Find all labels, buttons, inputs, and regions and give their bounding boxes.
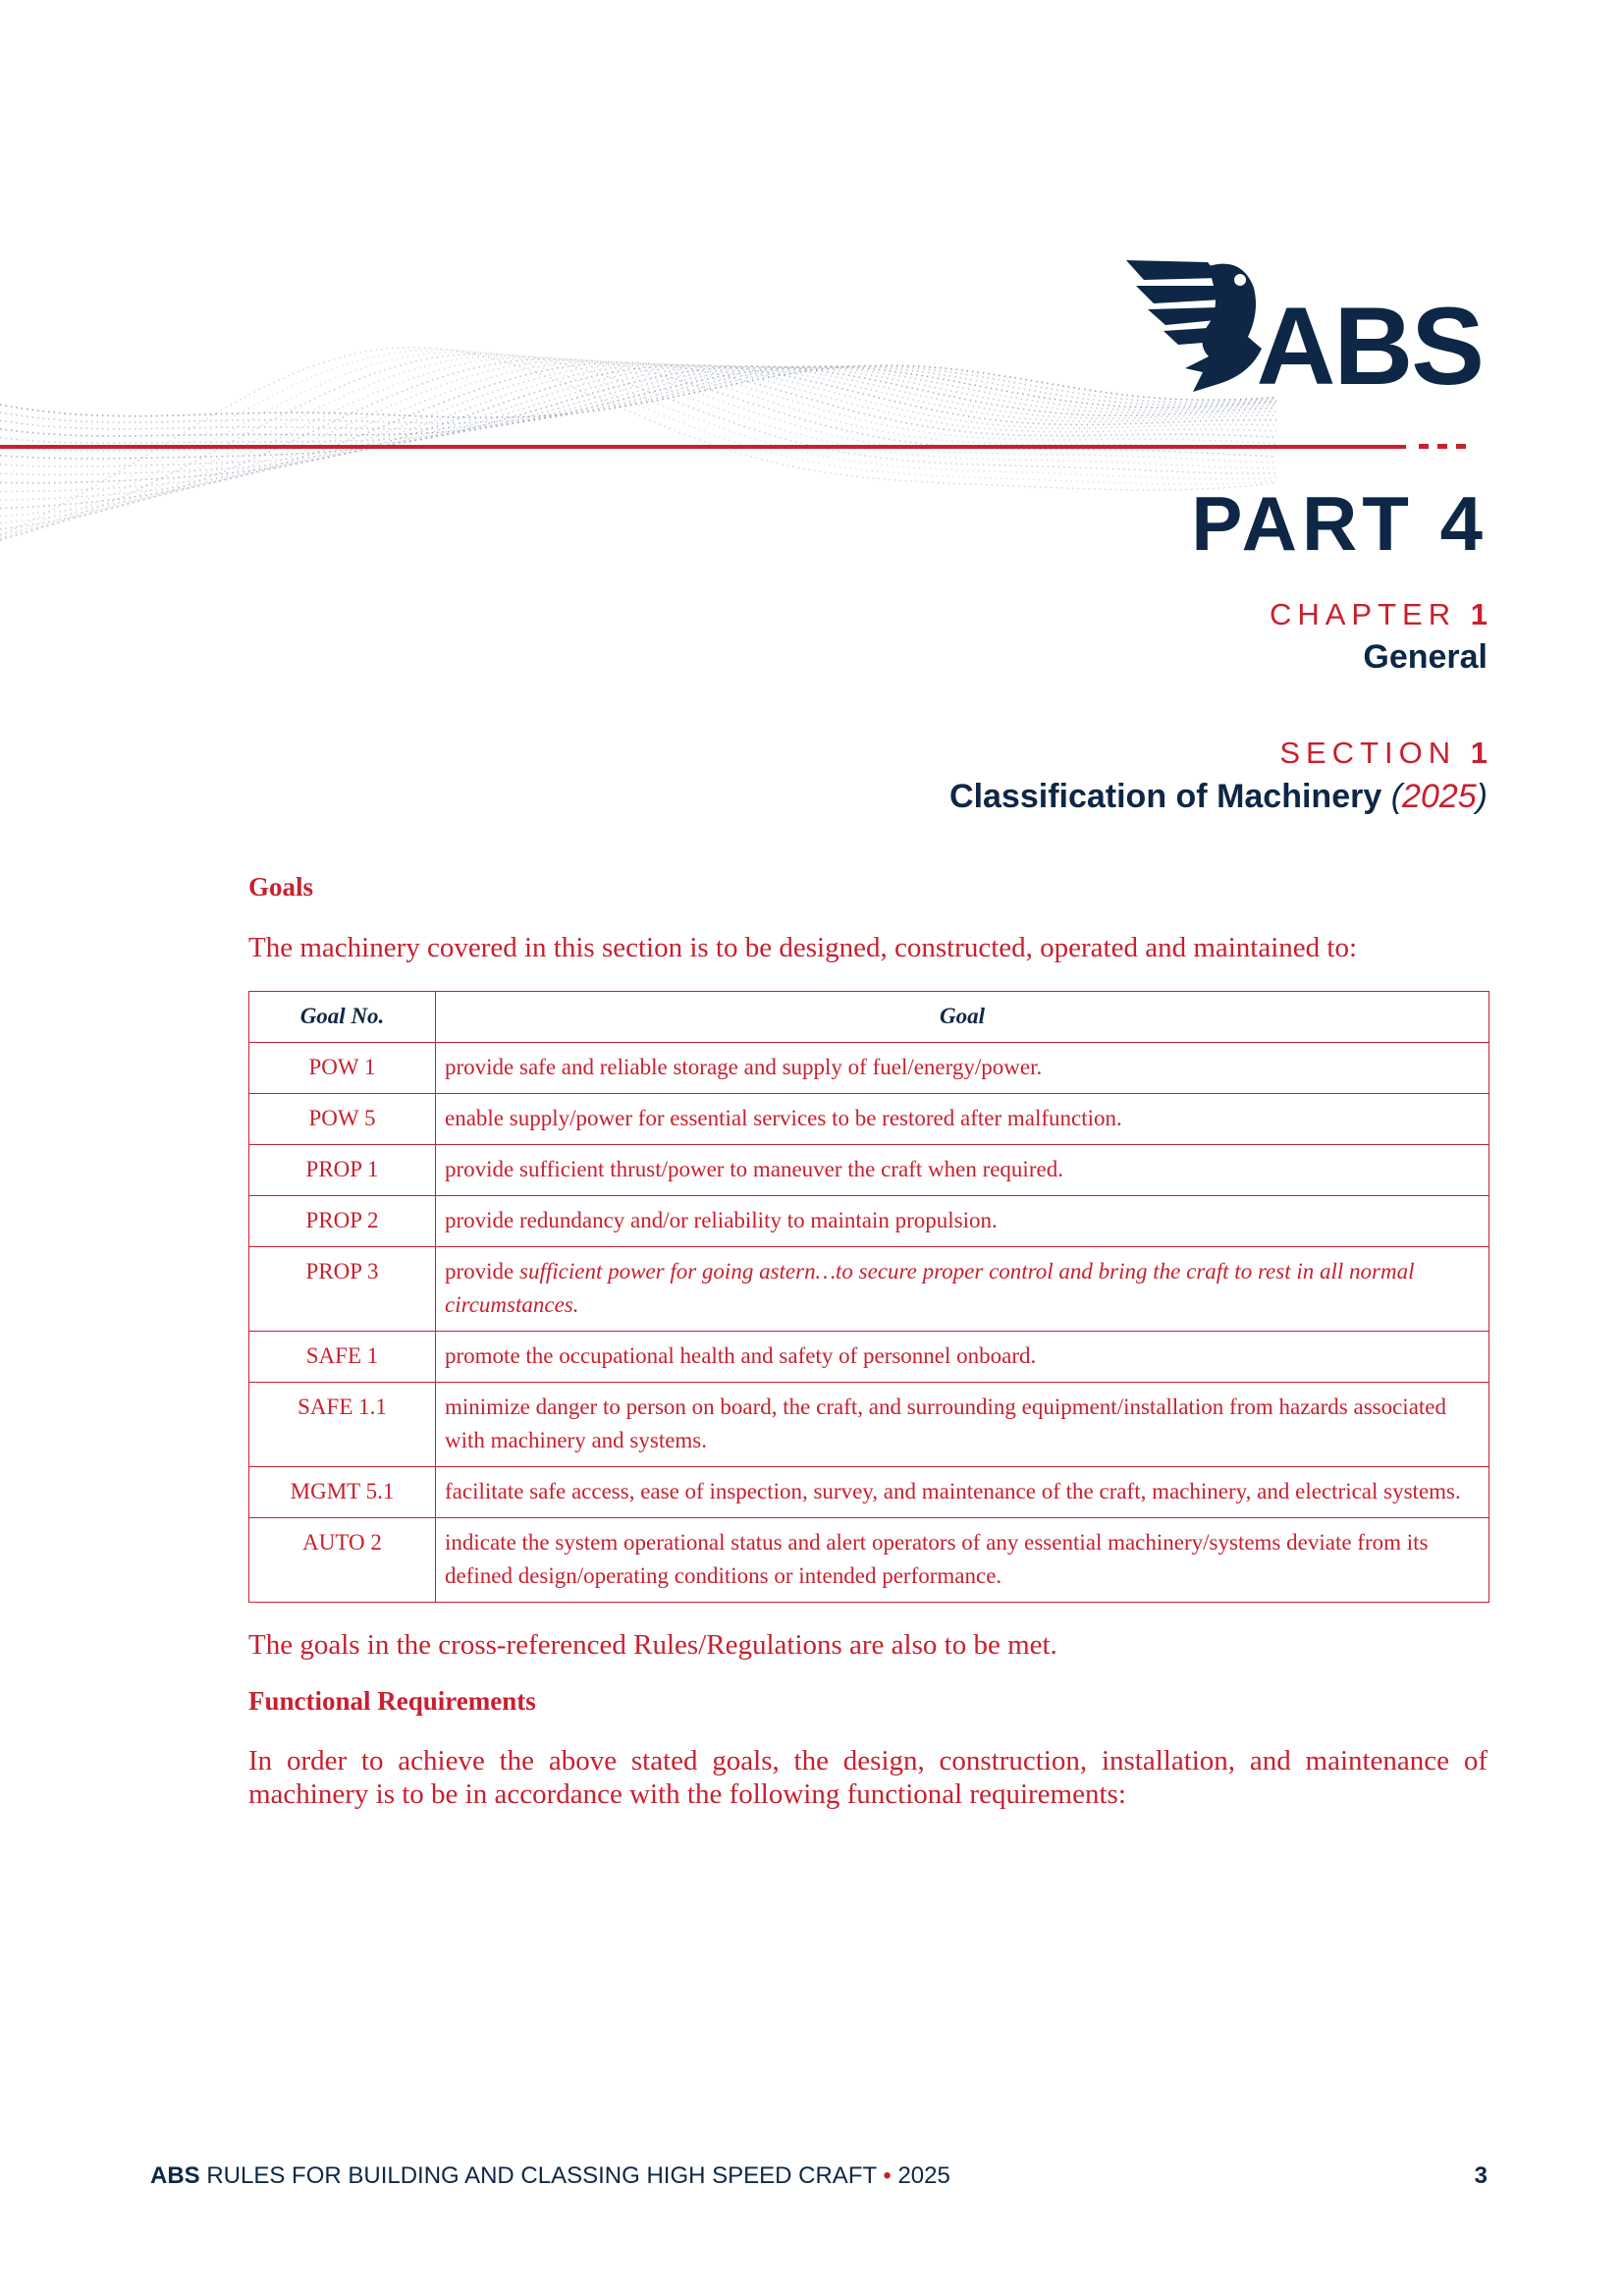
goals-intro: The machinery covered in this section is to be designed, constructed, operated and maintained to: <box>248 932 1358 963</box>
page-footer <box>150 2162 1488 2190</box>
goal-text: provide sufficient thrust/power to maneuver the craft when required. <box>436 1145 1489 1196</box>
table-row <box>249 1332 1489 1383</box>
part-title: PART 4 <box>1191 480 1488 567</box>
table-row <box>249 1383 1489 1467</box>
goal-text-plain: provide <box>445 1259 520 1284</box>
table-row <box>249 1094 1489 1145</box>
chapter-label <box>1270 597 1488 632</box>
goal-text: enable supply/power for essential services to be restored after malfunction. <box>436 1094 1489 1145</box>
table-row <box>249 1145 1489 1196</box>
section-title <box>949 778 1488 816</box>
goal-code: PROP 1 <box>249 1145 436 1196</box>
goals-table <box>248 991 1489 1603</box>
section-content <box>248 872 1488 1811</box>
goal-text: provide redundancy and/or reliability to maintain propulsion. <box>436 1196 1489 1247</box>
table-row <box>249 1196 1489 1247</box>
page-number: 3 <box>1474 2162 1488 2189</box>
goal-code: AUTO 2 <box>249 1518 436 1603</box>
goal-code: PROP 3 <box>249 1247 436 1332</box>
goal-text: facilitate safe access, ease of inspection, survey, and maintenance of the craft, machinery, and electrical systems. <box>436 1467 1489 1518</box>
goal-code: SAFE 1 <box>249 1332 436 1383</box>
table-row <box>249 1043 1489 1094</box>
section-title-text: Classification of Machinery <box>949 778 1382 815</box>
footer-brand: ABS <box>150 2162 200 2189</box>
chapter-number: 1 <box>1470 597 1488 631</box>
goal-code: SAFE 1.1 <box>249 1383 436 1467</box>
goal-text-quote: sufficient power for going astern…to secure proper control and bring the craft to rest in all normal circumstances. <box>445 1259 1415 1317</box>
section-label <box>1279 736 1488 771</box>
section-number: 1 <box>1470 736 1488 770</box>
functional-requirements-heading: Functional Requirements <box>248 1686 536 1716</box>
goal-text: promote the occupational health and safety of personnel onboard. <box>436 1332 1489 1383</box>
footer-bullet: • <box>883 2162 892 2189</box>
goals-heading: Goals <box>248 872 314 902</box>
section-year: (2025) <box>1390 778 1488 815</box>
chapter-label-text: CHAPTER <box>1269 597 1457 631</box>
eagle-icon <box>1126 260 1262 392</box>
chapter-title: General <box>1363 638 1488 676</box>
goal-code: POW 1 <box>249 1043 436 1094</box>
header-rule <box>0 440 1473 454</box>
goal-text <box>436 1247 1489 1332</box>
footer-book-title: RULES FOR BUILDING AND CLASSING HIGH SPEED CRAFT <box>206 2162 877 2189</box>
table-row <box>249 1518 1489 1603</box>
abs-logo <box>1124 258 1488 396</box>
svg-text:ABS: ABS <box>1256 285 1483 396</box>
functional-requirements-text: In order to achieve the above stated goals, the design, construction, installation, and maintenance of machinery is to be in accordance with the following functional requirements: <box>248 1745 1488 1810</box>
footer-year: 2025 <box>897 2162 950 2189</box>
goal-no-header: Goal No. <box>249 992 436 1043</box>
table-row <box>249 1467 1489 1518</box>
goal-text: minimize danger to person on board, the craft, and surrounding equipment/installation from hazards associated with machinery and systems. <box>436 1383 1489 1467</box>
goal-text: provide safe and reliable storage and supply of fuel/energy/power. <box>436 1043 1489 1094</box>
table-row <box>249 1247 1489 1332</box>
goals-after-text: The goals in the cross-referenced Rules/Regulations are also to be met. <box>248 1629 1057 1661</box>
goal-code: PROP 2 <box>249 1196 436 1247</box>
goal-code: POW 5 <box>249 1094 436 1145</box>
section-label-text: SECTION <box>1279 736 1457 770</box>
table-header-row <box>249 992 1489 1043</box>
goal-text: indicate the system operational status and alert operators of any essential machinery/systems deviate from its defined design/operating conditions or intended performance. <box>436 1518 1489 1603</box>
goal-code: MGMT 5.1 <box>249 1467 436 1518</box>
footer-title <box>150 2162 950 2190</box>
goal-header: Goal <box>436 992 1489 1043</box>
